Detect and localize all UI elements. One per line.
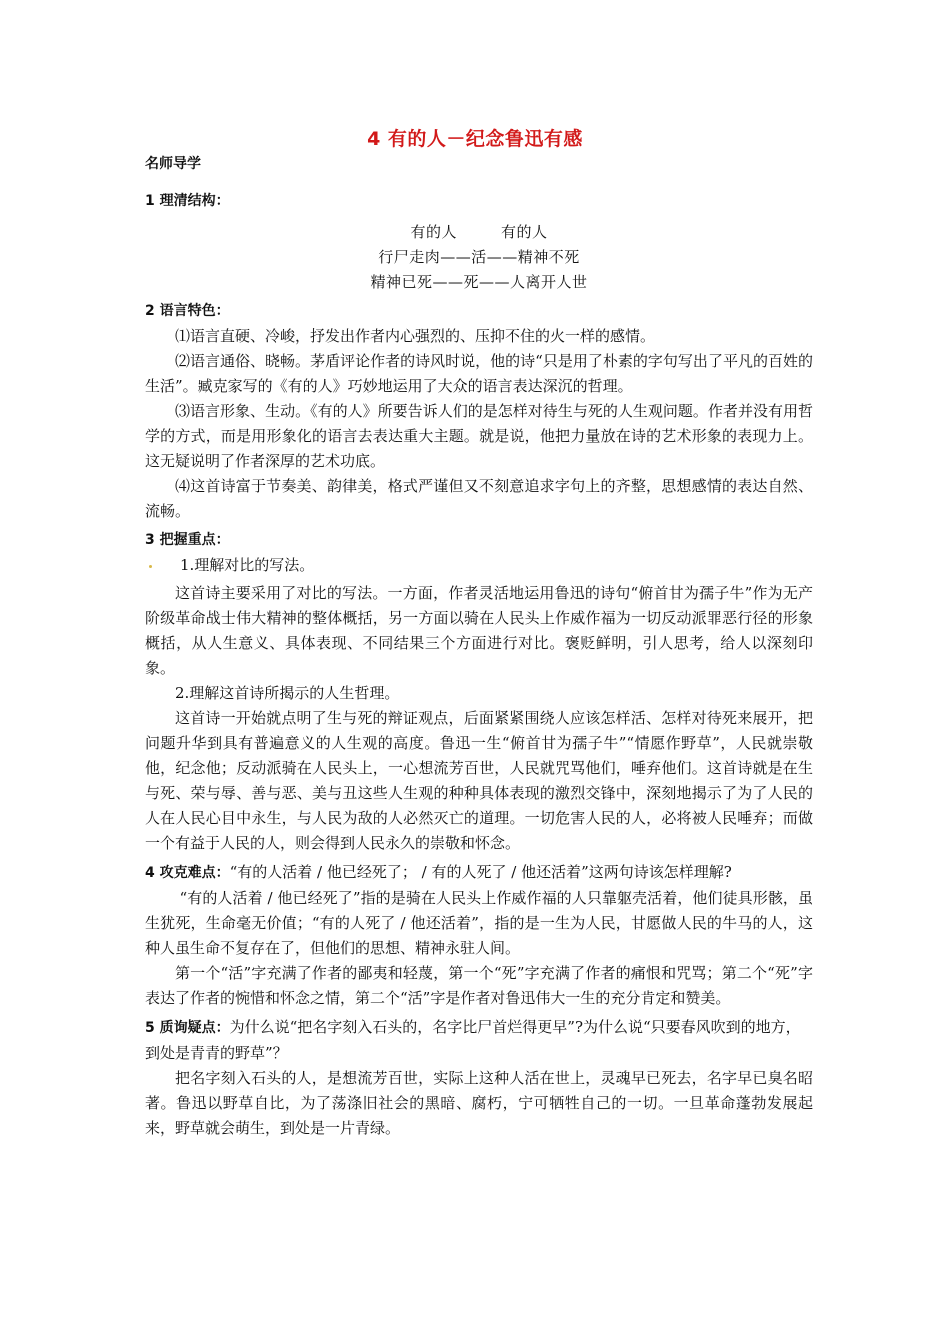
poem-line: 行尸走肉——活——精神不死 xyxy=(378,248,580,266)
section-key-points xyxy=(145,528,813,856)
page-title: 4 有的人－纪念鲁迅有感 xyxy=(367,128,583,150)
list-item: 2.理解这首诗所揭示的人生哲理。 xyxy=(175,684,400,702)
paragraph: ⑶语言形象、生动。《有的人》所要告诉人们的是怎样对待生与死的人生观问题。作者并没有用哲学的方式，而是用形象化的语言去表达重大主题。就是说，他把力量放在诗的艺术形象的表现力上。这无疑说明了作者深厚的艺术功底。 xyxy=(145,402,813,470)
section-heading: 5 质询疑点： xyxy=(145,1020,230,1036)
poem-head-left: 有的人 xyxy=(410,223,457,241)
mark-dot xyxy=(149,565,152,568)
guide-heading: 名师导学 xyxy=(145,156,201,172)
poem-line: 精神已死——死——人离开人世 xyxy=(370,273,588,291)
poem-head xyxy=(145,220,813,245)
question-text: 为什么说“把名字刻入石头的，名字比尸首烂得更早”?为什么说“只要春风吹到的地方，到处是青青的野草”？ xyxy=(145,1018,801,1062)
section-structure xyxy=(145,189,813,295)
paragraph: 把名字刻入石头的人，是想流芳百世，实际上这种人活在世上，灵魂早已死去，名字早已臭名昭著。鲁迅以野草自比，为了荡涤旧社会的黑暗、腐朽，宁可牺牲自己的一切。一旦革命蓬勃发展起来，野草就会萌生，到处是一片青绿。 xyxy=(145,1069,813,1137)
poem-head-right: 有的人 xyxy=(501,223,548,241)
paragraph: ⑷这首诗富于节奏美、韵律美，格式严谨但又不刻意追求字句上的齐整，思想感情的表达自然、流畅。 xyxy=(145,477,813,520)
paragraph: 第一个“活”字充满了作者的鄙夷和轻蔑，第一个“死”字充满了作者的痛恨和咒骂；第二个“死”字表达了作者的惋惜和怀念之情，第二个“活”字是作者对鲁迅伟大一生的充分肯定和赞美。 xyxy=(145,964,813,1007)
paragraph: 这首诗主要采用了对比的写法。一方面，作者灵活地运用鲁迅的诗句“俯首甘为孺子牛”作为无产阶级革命战士伟大精神的整体概括，另一方面以骑在人民头上作威作福为一切反动派罪恶行径的形象概括，从人生意义、具体表现、不同结果三个方面进行对比。褒贬鲜明，引人思考，给人以深刻印象。 xyxy=(145,584,813,677)
paragraph: ⑴语言直硬、冷峻，抒发出作者内心强烈的、压抑不住的火一样的感情。 xyxy=(175,327,656,345)
section-language xyxy=(145,299,813,524)
paragraph: “有的人活着 / 他已经死了”指的是骑在人民头上作威作福的人只靠躯壳活着，他们徒具形骸，虽生犹死，生命毫无价值；“有的人死了 / 他还活着”，指的是一生为人民，甘愿做人民的牛马的人，这种人虽生命不复存在了，但他们的思想、精神永驻人间。 xyxy=(145,889,813,957)
list-item xyxy=(145,553,813,578)
section-heading: 2 语言特色： xyxy=(145,303,230,319)
document-body xyxy=(145,148,813,1141)
paragraph: ⑵语言通俗、晓畅。茅盾评论作者的诗风时说，他的诗“只是用了朴素的字句写出了平凡的百姓的生活”。臧克家写的《有的人》巧妙地运用了大众的语言表达深沉的哲理。 xyxy=(145,352,813,395)
section-heading: 1 理清结构： xyxy=(145,193,230,209)
section-heading: 3 把握重点： xyxy=(145,532,230,548)
section-difficulty xyxy=(145,860,813,1011)
question-text: “有的人活着 / 他已经死了； / 有的人死了 / 他还活着”这两句诗该怎样理解? xyxy=(229,863,732,881)
section-heading: 4 攻克难点： xyxy=(145,865,230,881)
doubt-question-line xyxy=(145,1015,813,1066)
difficulty-question-line xyxy=(145,860,813,886)
section-doubts xyxy=(145,1015,813,1141)
list-item-label: 1.理解对比的写法。 xyxy=(180,556,315,574)
paragraph: 这首诗一开始就点明了生与死的辩证观点，后面紧紧围绕人应该怎样活、怎样对待死来展开，把问题升华到具有普遍意义的人生观的高度。鲁迅一生“俯首甘为孺子牛”“情愿作野草”，人民就崇敬他，纪念他；反动派骑在人民头上，一心想流芳百世，人民就咒骂他们，唾弃他们。这首诗就是在生与死、荣与辱、善与恶、美与丑这些人生观的种种具体表现的激烈交锋中，深刻地揭示了为了人民的人在人民心目中永生，与人民为敌的人必然灭亡的道理。一切危害人民的人，必将被人民唾弃；而做一个有益于人民的人，则会得到人民永久的崇敬和怀念。 xyxy=(145,709,813,852)
poem-structure xyxy=(145,220,813,295)
